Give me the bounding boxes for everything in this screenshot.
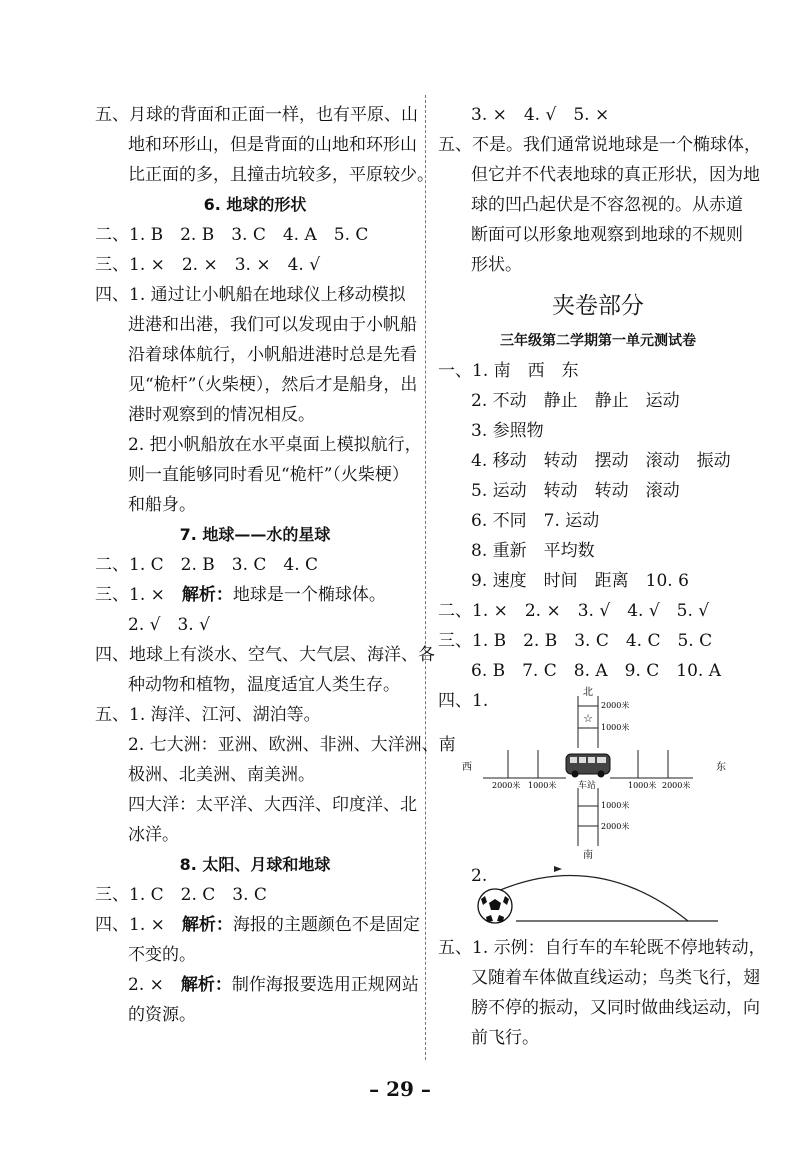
answer-marks: 2. × [128,975,181,995]
answer-line: 三、1. B 2. B 3. C 4. C 5. C [438,631,713,651]
section-heading-8: 8. 太阳、月球和地球 [179,855,331,874]
answer-line: 的资源。 [128,1005,196,1025]
map-distance-label: 2000米 [601,701,630,710]
answer-line: 进港和出港，我们可以发现由于小帆船 [128,315,417,335]
analysis-text: 制作海报要选用正规网站 [231,975,419,995]
star-icon: ☆ [583,712,593,725]
map-distance-label: 2000米 [492,781,521,790]
section-heading-7: 7. 地球——水的星球 [179,525,331,544]
soccer-ball-icon [478,889,512,923]
answer-line: 四、1. [438,691,489,711]
trajectory-curve [498,876,688,921]
map-distance-label: 1000米 [628,781,657,790]
answer-line [95,910,420,940]
analysis-label: 解析： [180,975,232,995]
map-distance-label: 2000米 [601,822,630,831]
analysis-text: 地球是一个椭球体。 [232,585,386,605]
answer-line: 五、月球的背面和正面一样，也有平原、山 [95,105,418,125]
map-label-north: 北 [583,687,593,698]
answer-line: 断面可以形象地观察到地球的不规则 [471,225,743,245]
analysis-label: 解析： [181,915,233,935]
answer-line: 地和环形山，但是背面的山地和环形山 [128,135,417,155]
page-number: – 29 – [369,1077,431,1101]
answer-line: 和船身。 [128,495,196,515]
answer-line: 三、1. C 2. C 3. C [95,885,267,905]
answer-line: 前飞行。 [471,1028,539,1048]
answer-line: 四、1. 通过让小帆船在地球仪上移动模拟 [95,285,406,305]
answer-line: 6. 不同 7. 运动 [471,511,600,531]
column-divider [425,95,426,1060]
section-heading-6: 6. 地球的形状 [203,195,307,214]
answer-line: 种动物和植物，温度适宜人类生存。 [128,675,400,695]
answer-line: 见“桅杆”（火柴梗），然后才是船身，出 [128,375,418,395]
ball-trajectory-diagram [438,861,758,933]
answer-line: 冰洋。 [128,825,179,845]
ball-figure-block [438,861,758,933]
answer-line: 五、1. 海洋、江河、湖泊等。 [95,705,321,725]
answer-line: 2. [471,866,488,886]
answer-line: 5. 运动 转动 转动 滚动 [471,481,680,501]
answer-line: 比正面的多，且撞击坑较多，平原较少。 [128,165,434,185]
answer-line: 二、1. B 2. B 3. C 4. A 5. C [95,225,369,245]
answer-line: 2. 七大洲：亚洲、欧洲、非洲、大洋洲、南 [128,735,456,755]
test-paper-title: 三年级第二学期第一单元测试卷 [500,333,696,349]
map-distance-label: 2000米 [662,781,691,790]
answer-line: 膀不停的振动，又同时做曲线运动，向 [471,998,760,1018]
answer-line: 3. × 4. √ 5. × [471,105,610,125]
answer-line: 四大洋：太平洋、大西洋、印度洋、北 [128,795,417,815]
answer-line: 2. √ 3. √ [128,615,210,635]
answer-line: 3. 参照物 [471,421,544,441]
direction-map-diagram [438,686,758,861]
answer-line: 9. 速度 时间 距离 10. 6 [471,571,689,591]
answer-line: 但它并不代表地球的真正形状，因为地 [471,165,760,185]
answer-line: 2. 不动 静止 静止 运动 [471,391,680,411]
answer-line: 极洲、北美洲、南美洲。 [128,765,315,785]
answer-line: 8. 重新 平均数 [471,541,595,561]
answer-line: 二、1. C 2. B 3. C 4. C [95,555,319,575]
answer-line: 形状。 [471,255,522,275]
left-column [95,100,456,1030]
bus-icon [566,754,610,778]
answer-line: 又随着车体做直线运动；鸟类飞行，翅 [471,968,760,988]
map-distance-label: 1000米 [528,781,557,790]
answer-line: 五、1. 示例：自行车的车轮既不停地转动， [438,938,766,958]
answer-line: 二、1. × 2. × 3. √ 4. √ 5. √ [438,601,710,621]
right-column [438,100,766,1053]
answer-line: 不变的。 [128,945,196,965]
answer-line: 一、1. 南 西 东 [438,361,579,381]
arrow-icon [554,866,562,872]
answer-line: 则一直能够同时看见“桅杆”（火柴梗） [128,465,409,485]
analysis-text: 海报的主题颜色不是固定 [232,915,420,935]
answer-line: 球的凹凸起伏是不容忽视的。从赤道 [471,195,743,215]
answer-line: 五、不是。我们通常说地球是一个椭球体， [438,135,761,155]
map-figure-block [438,686,758,861]
answer-line: 沿着球体航行，小帆船进港时总是先看 [128,345,417,365]
answer-line: 港时观察到的情况相反。 [128,405,315,425]
map-label-south: 南 [583,850,593,861]
answer-marks: 三、1. × [95,585,182,605]
answer-line: 4. 移动 转动 摆动 滚动 振动 [471,451,731,471]
map-label-west: 西 [462,762,472,773]
answer-line: 2. 把小帆船放在水平桌面上模拟航行， [128,435,422,455]
map-label-east: 东 [716,762,726,773]
answer-marks: 四、1. × [95,915,182,935]
analysis-label: 解析： [181,585,233,605]
answer-line: 6. B 7. C 8. A 9. C 10. A [471,661,721,681]
answer-line [95,580,415,610]
answer-line [95,970,419,1000]
map-distance-label: 1000米 [601,723,630,732]
answer-line: 四、地球上有淡水、空气、大气层、海洋、各 [95,645,435,665]
section-title-jiajuan: 夹卷部分 [552,293,644,319]
answer-line: 三、1. × 2. × 3. × 4. √ [95,255,321,275]
map-distance-label: 1000米 [601,801,630,810]
map-label-station: 车站 [578,781,597,791]
